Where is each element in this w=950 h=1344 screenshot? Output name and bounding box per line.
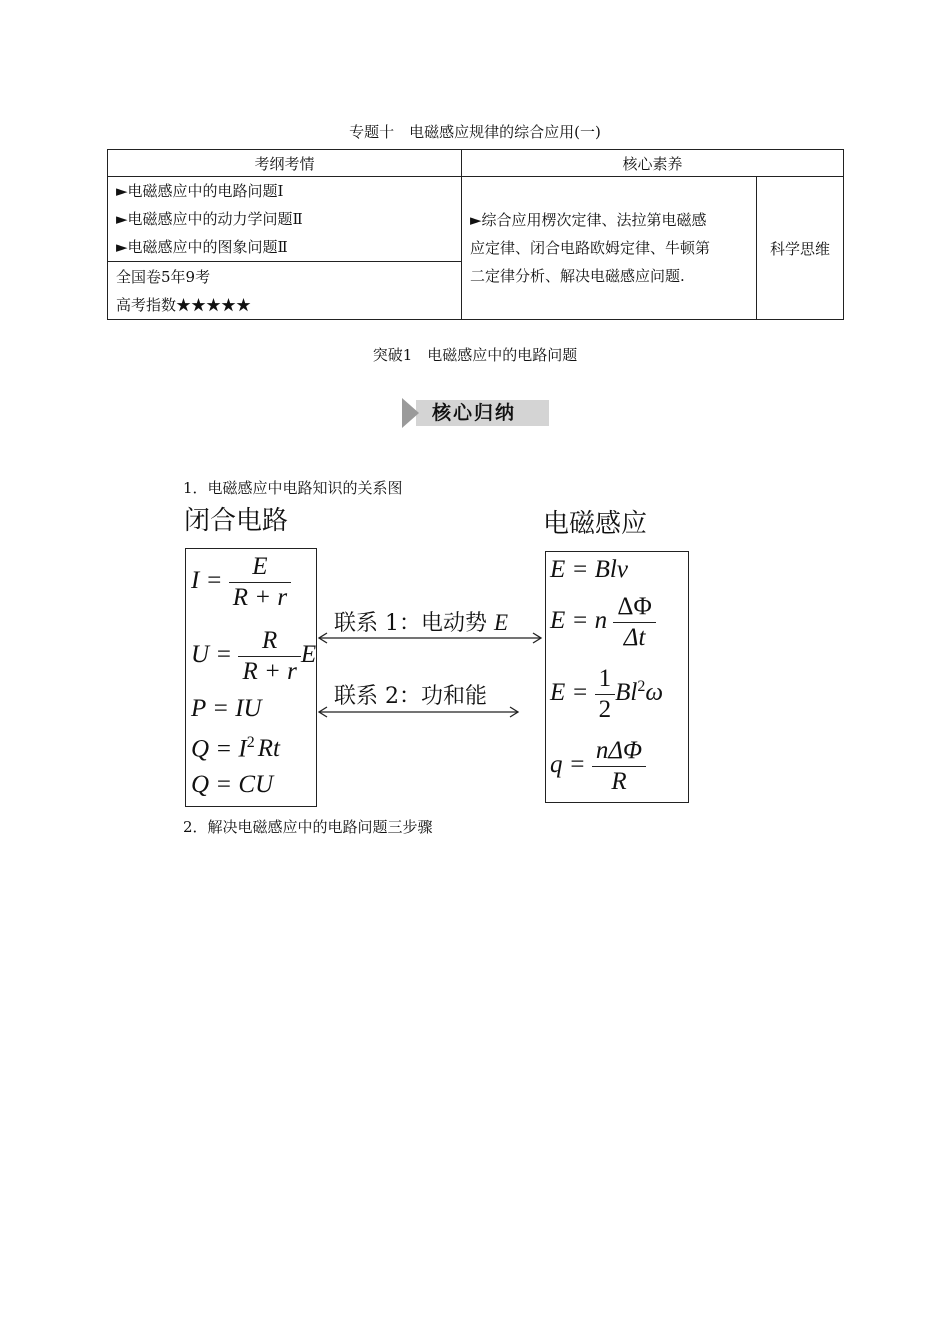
formula-lhs: q =: [550, 751, 586, 779]
banner-arrow-icon: [402, 398, 419, 428]
numerator: 1: [595, 664, 616, 695]
right-title: 电磁感应: [543, 509, 648, 539]
numerator: nΔΦ: [592, 736, 646, 767]
numerator: E: [229, 552, 291, 583]
exam-count: 全国卷5年9考: [116, 267, 211, 286]
formula-rhs: Rt: [257, 735, 280, 763]
section-title: 突破1 电磁感应中的电路问题: [372, 346, 578, 364]
link-emf-text: 联系 1：电动势: [334, 611, 487, 636]
closed-circuit-box: [185, 548, 317, 807]
topics-cell: [108, 177, 462, 262]
formula-end: ω: [645, 679, 664, 707]
formula-motional-emf: E = Blv: [550, 556, 628, 583]
topic-item: ►电磁感应中的动力学问题Ⅱ: [116, 210, 303, 228]
numerator: R: [238, 626, 300, 657]
syllabus-table: [107, 149, 844, 320]
formula-lhs: I =: [191, 567, 223, 595]
formula-rhs: E: [300, 641, 317, 669]
col-header-core-literacy: 核心素养: [462, 150, 844, 177]
formula-heat: [191, 734, 280, 763]
superscript: 2: [637, 677, 646, 695]
literacy-cell: 科学思维: [757, 177, 844, 320]
document-title: 专题十 电磁感应规律的综合应用(一): [349, 123, 601, 141]
core-description-cell: [462, 177, 757, 320]
banner-label: 核心归纳: [432, 402, 517, 424]
core-line: ►综合应用楞次定律、法拉第电磁感: [470, 211, 707, 229]
core-line: 应定律、闭合电路欧姆定律、牛顿第: [470, 239, 711, 257]
denominator: R + r: [242, 658, 297, 685]
denominator: R + r: [232, 584, 288, 611]
denominator: Δt: [623, 624, 646, 651]
formula-lhs: E = n: [550, 607, 608, 635]
fraction: [592, 736, 646, 797]
formula-faraday: [550, 592, 656, 653]
topic-item: ►电磁感应中的图象问题Ⅱ: [116, 238, 288, 256]
formula-current: [191, 552, 291, 613]
topic-item: ►电磁感应中的电路问题Ⅰ: [116, 182, 284, 200]
formula-lhs: Q = I: [191, 735, 247, 763]
exam-index: 高考指数★★★★★: [116, 295, 252, 314]
fraction: [613, 592, 655, 653]
formula-charge-flux: [550, 736, 646, 797]
exam-stats-cell: [108, 262, 462, 320]
denominator: R: [611, 768, 627, 795]
formula-power: P = IU: [191, 695, 262, 722]
formula-lhs: U =: [191, 641, 233, 669]
fraction: [229, 552, 291, 613]
left-title: 闭合电路: [184, 506, 289, 536]
col-header-syllabus: 考纲考情: [108, 150, 462, 177]
formula-mid: Bl: [615, 679, 638, 707]
fraction: [595, 664, 616, 725]
link-arrows: [316, 630, 544, 720]
point-1: 1．电磁感应中电路知识的关系图: [183, 479, 403, 497]
formula-voltage: [191, 626, 316, 687]
numerator: ΔΦ: [613, 592, 655, 623]
denominator: 2: [598, 696, 612, 723]
point-2: 2．解决电磁感应中的电路问题三步骤: [183, 818, 433, 836]
core-line: 二定律分析、解决电磁感应问题.: [470, 267, 685, 285]
formula-rotation-emf: [550, 664, 663, 725]
induction-box: [545, 551, 689, 803]
link-emf-var: E: [494, 610, 509, 635]
section-banner: [402, 398, 549, 428]
fraction: [238, 626, 300, 687]
formula-charge: Q = CU: [191, 771, 274, 798]
superscript: 2: [246, 734, 255, 751]
formula-lhs: E =: [550, 679, 589, 707]
link-energy-label: 联系 2：功和能: [334, 684, 487, 709]
